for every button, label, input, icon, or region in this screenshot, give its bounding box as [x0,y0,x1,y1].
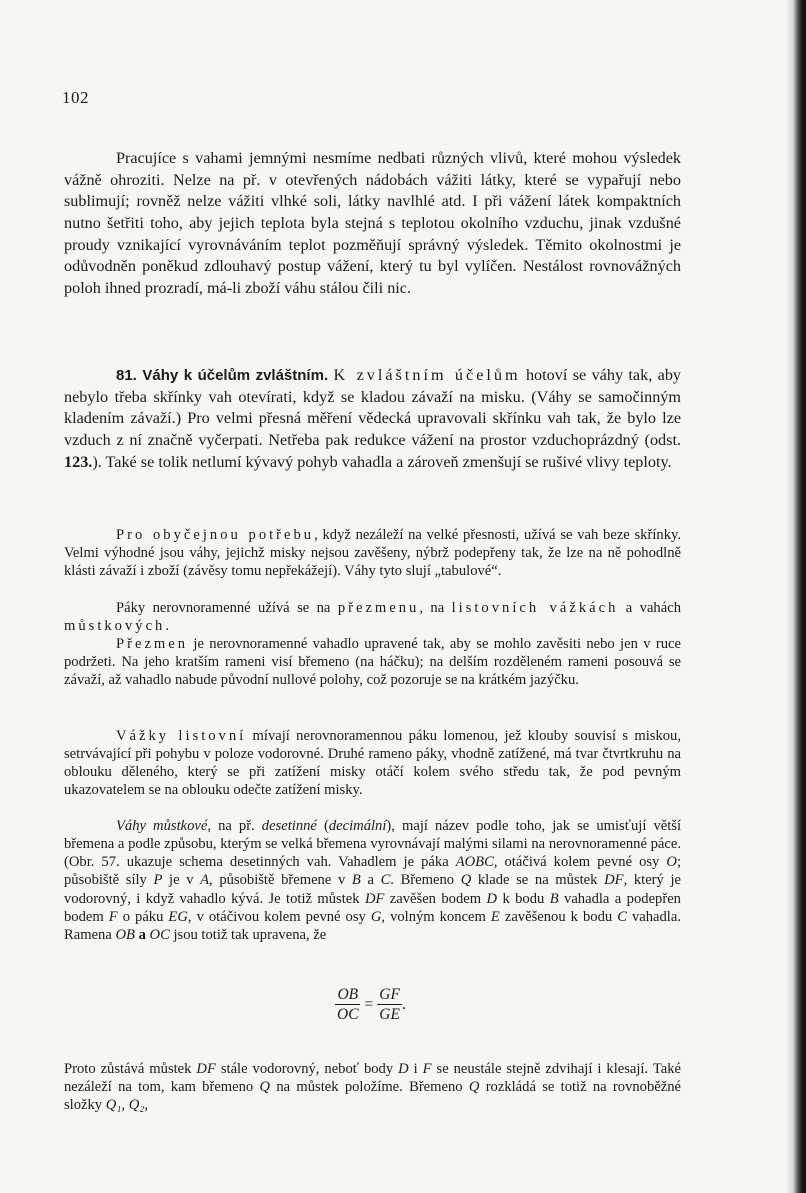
paragraph-text: a [134,927,150,944]
paragraph-text: , otáčivá kolem pevné osy [493,854,667,871]
math-symbol: Q₂ [128,1097,145,1114]
page-binding-edge [786,0,806,1193]
paragraph-text: , volným koncem [381,909,491,926]
math-symbol: AOBC [455,854,494,871]
math-symbol: Q [460,872,472,889]
math-symbol: Q [259,1078,271,1095]
paragraph-text: , [121,1097,129,1114]
fraction-denominator: GE [379,1006,400,1023]
math-symbol: O [666,854,677,871]
fraction-right [377,985,402,1024]
paragraph-steelyard [64,635,681,690]
paragraph-text: k bodu [497,890,550,907]
paragraph-platform-horizontal [64,1060,681,1115]
math-symbol: D [398,1060,409,1077]
italic-term: Váhy můstkové [116,817,208,834]
paragraph-text: se neustále stejně zdvihají i klesají. Také nezáleží na tom, kam břemeno [64,1060,681,1095]
spaced-text: můstkových [64,617,166,634]
math-symbol: D [486,890,498,907]
spaced-text: K zvláštním účelům [333,366,521,385]
paragraph-text: vahadla a podepřen bodem [64,890,681,926]
paragraph-text: . Břemeno [390,872,461,889]
math-symbol: OC [149,927,170,944]
paragraph-text: Páky nerovnoramenné užívá se na [116,599,338,616]
paragraph-text: , na [419,599,452,616]
section-81-text: hotoví se váhy tak, aby nebylo třeba skřínky vah otevírati, když se kladou závaží na misku. (Váhy se samočinným kladením závaží.) Pro velmi přesná měření vědecká upravovali skřínku vah tak, že bylo lze vzduch z ní značně vyčerpati. Netřeba pak redukce vážení na prostor vzduchoprázdný (odst. [64,366,682,449]
paragraph-text: i [408,1060,423,1077]
math-symbol: DF [364,890,385,907]
paragraph-weighing-care: Pracujíce s vahami jemnými nesmíme nedbati různých vlivů, které mohou výsledek vážně ohroziti. Nelze na př. v otevřených nádobách vážiti látky, které se vypařují nebo sublimují; rovněž nelze vážiti vlhké soli, látky navlhlé atd. I při vážení látek kompaktních nutno šetřiti toho, aby jejich teplota byla stejná s teplotou okolního vzduchu, jinak vzdušné proudy vznikající vyrovnáváním teplot pozměňují správný výsledek. Těmito okolnostmi je odůvodněn poněkud zdlouhavý postup vážení, který tu byl vylíčen. Nestálost rovnovážných poloh ihned prozradí, má-li zboží váhu stálou čili nic. [64,149,681,297]
paragraph-text: Proto zůstává můstek [64,1060,197,1077]
paragraph-text: . [165,617,170,634]
paragraph-reference: 123. [64,452,93,471]
math-symbol: F [422,1060,432,1077]
formula-period: . [401,995,406,1013]
section-81-text-end: ). Také se tolik netlumí kývavý pohyb vahadla a zároveň zmenšují se rušivé vlivy teploty. [92,452,672,471]
spaced-text: přezmenu [337,599,420,616]
paragraph-text: mívají nerovnoramennou páku lomenou, jež klouby souvisí s miskou, setrvávající při pohybu v poloze vodorovné. Druhé rameno páky, vhodně zatížené, má tvar čtvrtkruhu na oblouku děleného, který se při zatížení misky otáčí kolem svého středu tak, že pod pevným ukazovatelem se na oblouku odečte zatížení misky. [64,727,681,799]
paragraph-text: jsou totiž tak upravena, že [169,927,327,944]
paragraph-platform-scales [64,817,681,945]
italic-term: decimální [328,817,387,834]
fraction-numerator: GF [379,986,400,1003]
paragraph-unequal-lever [64,599,681,636]
paragraph-letter-scales [64,727,681,800]
paragraph-text: na můstek položíme. Břemeno [270,1078,469,1095]
paragraph-text: je nerovnoramenné vahadlo upravené tak, aby se mohlo zavěsiti nebo jen v ruce podržeti. Na jeho kratším rameni visí břemeno (na háčku); na delším rozděleném rameni posouvá se závaží, až vahadlo nabude původní nullové polohy, což pozoruje se na krátkém jazýčku. [64,635,681,689]
math-symbol: EG [168,909,188,926]
math-symbol: OB [115,927,135,944]
math-symbol: A [200,872,210,889]
paragraph-text: o páku [117,909,169,926]
paragraph-text: , když nezáleží na velké přesnosti, užívá se vah beze skřínky. Velmi výhodné jsou váhy, jejichž misky nejsou zavěšeny, nýbrž podepřeny tak, že lze na ně pohodlně klásti závaží i zboží (závěsy tomu nepřekážejí). Váhy tyto slují „tabulové“. [64,526,681,580]
paragraph-text: klade se na můstek [471,872,605,889]
paragraph-text: , na př. [207,817,262,834]
math-symbol: B [351,872,361,889]
math-symbol: F [108,909,118,926]
math-symbol: G [370,909,382,926]
spaced-text: Přezmen [116,635,189,652]
paragraph-text: ( [316,817,329,834]
spaced-text: Pro obyčejnou potřebu [116,526,315,543]
paragraph-text: zavěšen bodem [384,890,487,907]
math-symbol: Q₁ [105,1097,122,1114]
section-81-heading: 81. Váhy k účelům zvláštním. [116,367,329,385]
math-symbol: B [549,890,559,907]
italic-term: desetinné [261,817,317,834]
math-symbol: DF [604,872,624,889]
math-symbol: DF [196,1060,216,1077]
paragraph-text: je v [162,872,201,889]
paragraph-text: rozkládá se totiž na rovnoběžné složky [64,1078,682,1114]
paragraph-text: vahadla. Ramena [64,909,681,944]
paragraph-text: , působiště břemene v [209,872,352,889]
math-symbol: C [617,909,627,926]
ratio-formula [335,985,406,1024]
equals-sign: = [364,995,374,1013]
fraction-left [335,985,361,1024]
paragraph-text: , který je vodorovný, i když vahadlo kývá. Je totiž můstek [64,872,681,907]
paragraph-text: , [144,1097,148,1114]
paragraph-text: a [360,872,381,889]
section-81 [64,365,681,473]
page-number: 102 [62,88,89,107]
paragraph-text: ; působiště síly [64,854,682,889]
math-symbol: C [380,872,391,889]
paragraph-table-balances [64,526,681,581]
spaced-text: Vážky listovní [116,727,247,744]
spaced-text: listovních vážkách [451,599,619,616]
math-symbol: E [490,909,500,926]
math-symbol: Q [468,1078,480,1095]
paragraph-text: ), mají název podle toho, jak se umisťují větší břemena a podle způsobu, kterým se velká břemena vyrovnávají malými silami na nerovnoramenné páce. (Obr. 57. ukazuje schema desetinných vah. Vahadlem je páka [64,817,682,871]
fraction-numerator: OB [337,986,359,1003]
paragraph-text: stále vodorovný, neboť body [215,1060,399,1077]
paragraph-text: zavěšenou k bodu [499,909,618,926]
paragraph-text: , v otáčivou kolem pevné osy [187,909,371,926]
paragraph-text: a vahách [618,599,681,616]
fraction-denominator: OC [337,1006,359,1023]
math-symbol: P [153,872,163,889]
